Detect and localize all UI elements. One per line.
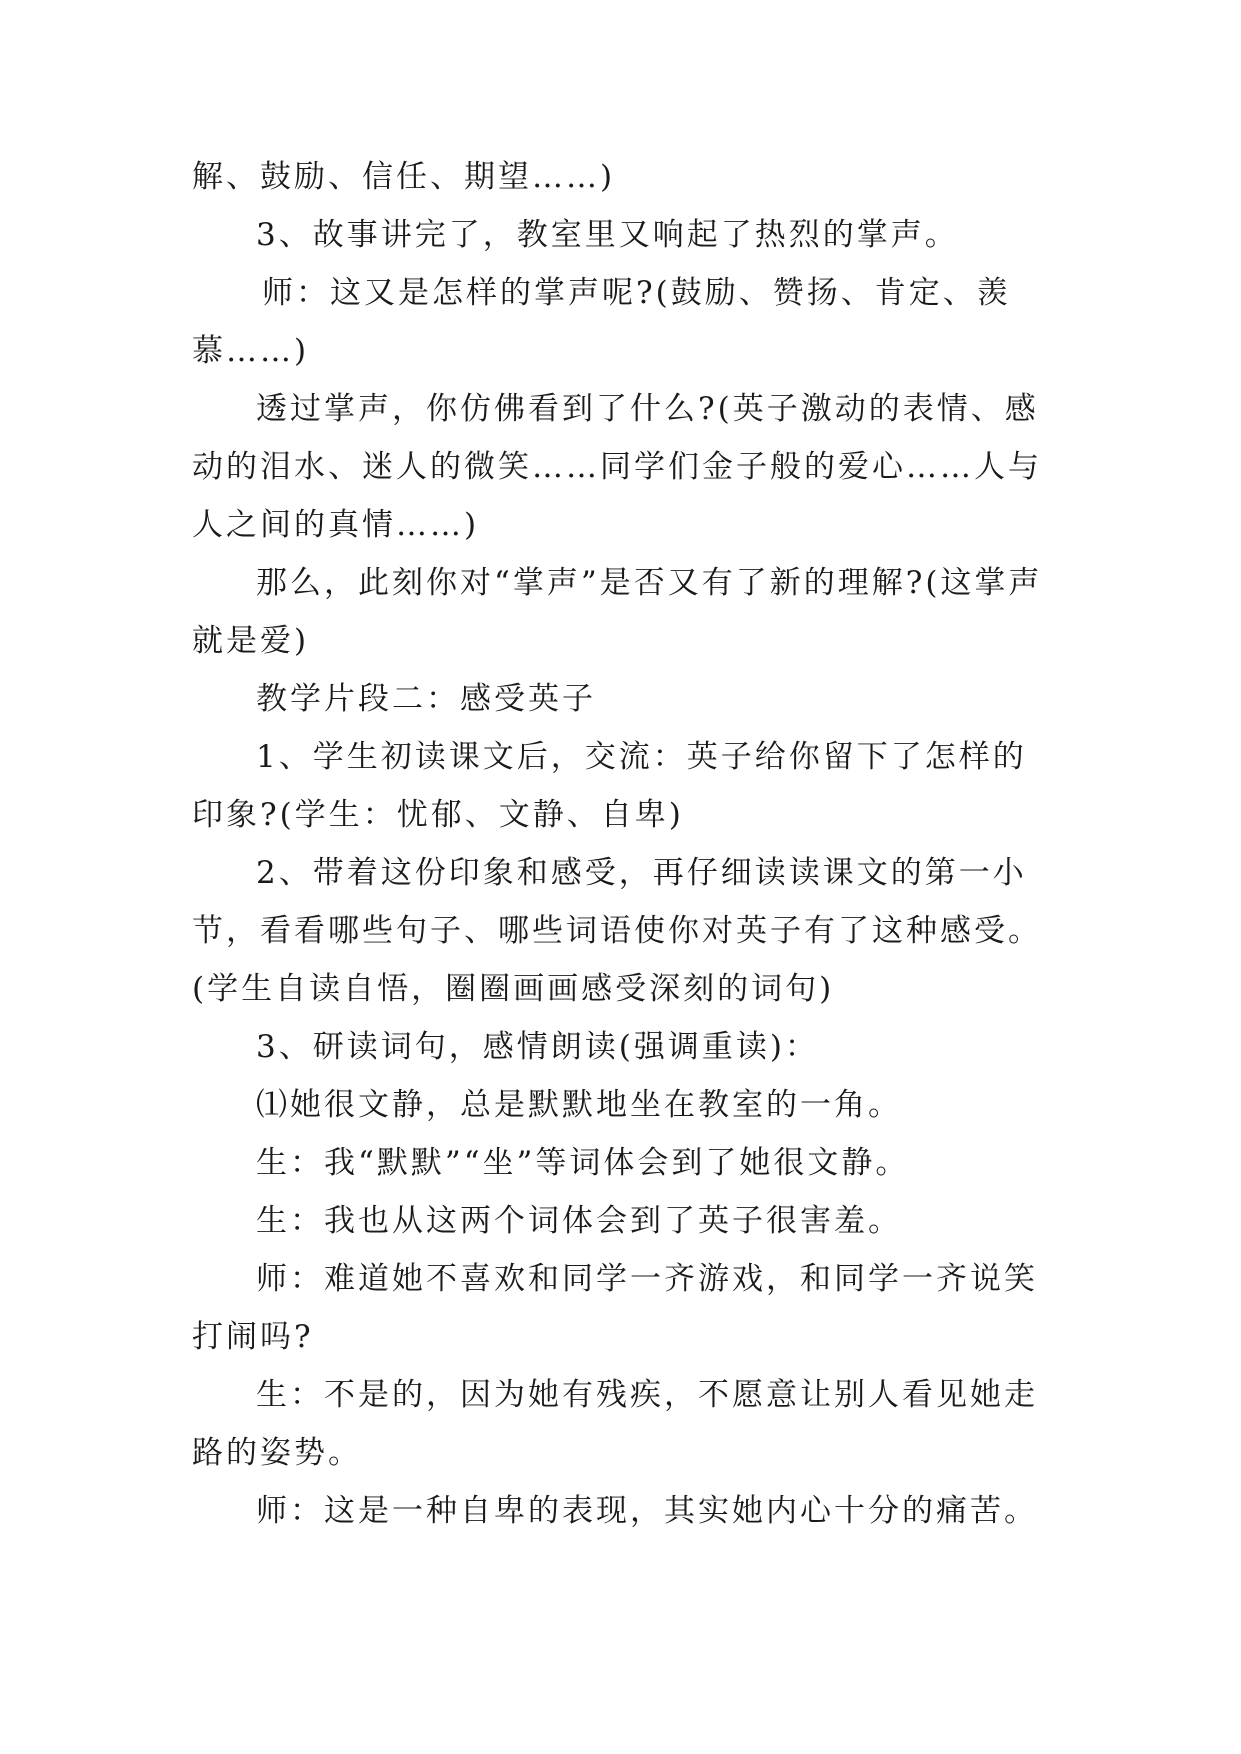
- paragraph-12: 生：我也从这两个词体会到了英子很害羞。: [256, 1203, 902, 1239]
- paragraph-14: 生：不是的，因为她有残疾，不愿意让别人看见她走路的姿势。: [192, 1377, 1038, 1471]
- paragraph-13: 师：难道她不喜欢和同学一齐游戏，和同学一齐说笑打闹吗?: [192, 1261, 1038, 1355]
- paragraph-3: 师：这又是怎样的掌声呢?(鼓励、赞扬、肯定、羡慕……): [192, 275, 1011, 369]
- paragraph-4: 透过掌声，你仿佛看到了什么?(英子激动的表情、感动的泪水、迷人的微笑……同学们金子般的爱心……人与人之间的真情……): [192, 391, 1042, 543]
- paragraph-9: 3、研读词句，感情朗读(强调重读)：: [256, 1029, 819, 1065]
- paragraph-1: 解、鼓励、信任、期望……): [192, 159, 616, 195]
- paragraph-15: 师：这是一种自卑的表现，其实她内心十分的痛苦。: [256, 1493, 1038, 1529]
- paragraph-11: 生：我“默默”“坐”等词体会到了她很文静。: [256, 1145, 910, 1181]
- paragraph-5: 那么，此刻你对“掌声”是否又有了新的理解?(这掌声就是爱): [192, 565, 1043, 659]
- paragraph-8: 2、带着这份印象和感受，再仔细读读课文的第一小节，看看哪些句子、哪些词语使你对英子有了这种感受。(学生自读自悟，圈圈画画感受深刻的词句): [192, 855, 1042, 1007]
- paragraph-7: 1、学生初读课文后，交流：英子给你留下了怎样的印象?(学生：忧郁、文静、自卑): [192, 739, 1027, 833]
- section-heading: 教学片段二：感受英子: [256, 681, 596, 717]
- paragraph-2: 3、故事讲完了，教室里又响起了热烈的掌声。: [256, 217, 959, 253]
- paragraph-10: ⑴她很文静，总是默默地坐在教室的一角。: [256, 1087, 902, 1123]
